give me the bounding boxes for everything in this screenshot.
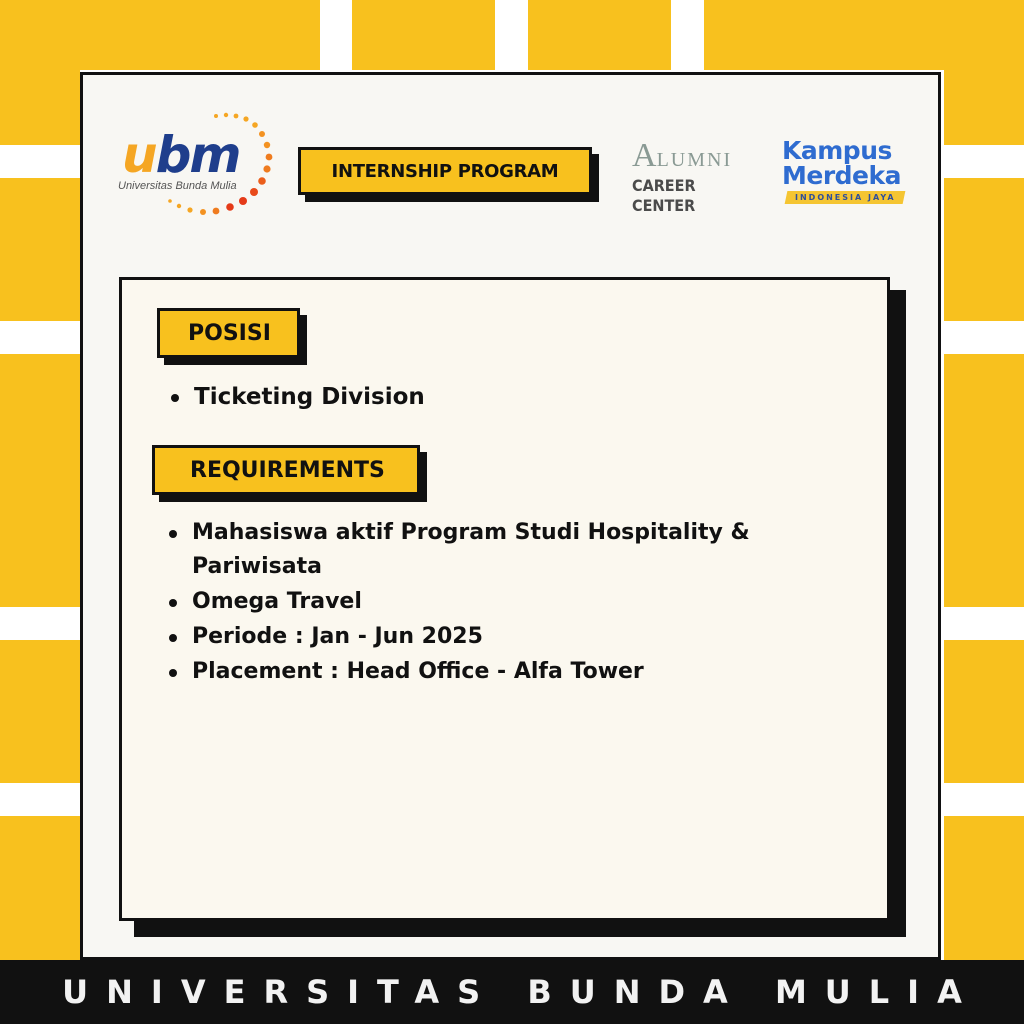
career-center-text: CAREER CENTER <box>632 176 696 215</box>
indonesia-jaya-ribbon: INDONESIA JAYA <box>785 191 906 204</box>
internship-program-badge: INTERNSHIP PROGRAM <box>298 147 592 195</box>
list-item: Periode : Jan - Jun 2025 <box>166 620 806 654</box>
list-item: Ticketing Division <box>168 380 768 414</box>
footer-bar <box>0 960 1024 1024</box>
posisi-heading: POSISI <box>157 308 300 358</box>
posisi-list <box>168 380 768 414</box>
ubm-logo-subtitle: Universitas Bunda Mulia <box>118 180 237 192</box>
kampus-text: Kampus <box>782 136 892 165</box>
ubm-logo <box>116 110 276 222</box>
alumni-career-center-logo <box>630 137 756 215</box>
kampus-merdeka-logo <box>780 138 910 210</box>
requirements-heading: REQUIREMENTS <box>152 445 420 495</box>
requirements-list <box>166 516 806 690</box>
footer-university-name: UNIVERSITAS BUNDA MULIA <box>62 973 980 1011</box>
list-item: Mahasiswa aktif Program Studi Hospitality & Pariwisata <box>166 516 806 584</box>
list-item: Omega Travel <box>166 585 806 619</box>
ubm-wordmark: ubm <box>122 126 240 184</box>
alumni-wordmark: ALUMNI <box>632 137 733 174</box>
merdeka-text: Merdeka <box>782 161 902 190</box>
list-item: Placement : Head Office - Alfa Tower <box>166 655 806 689</box>
